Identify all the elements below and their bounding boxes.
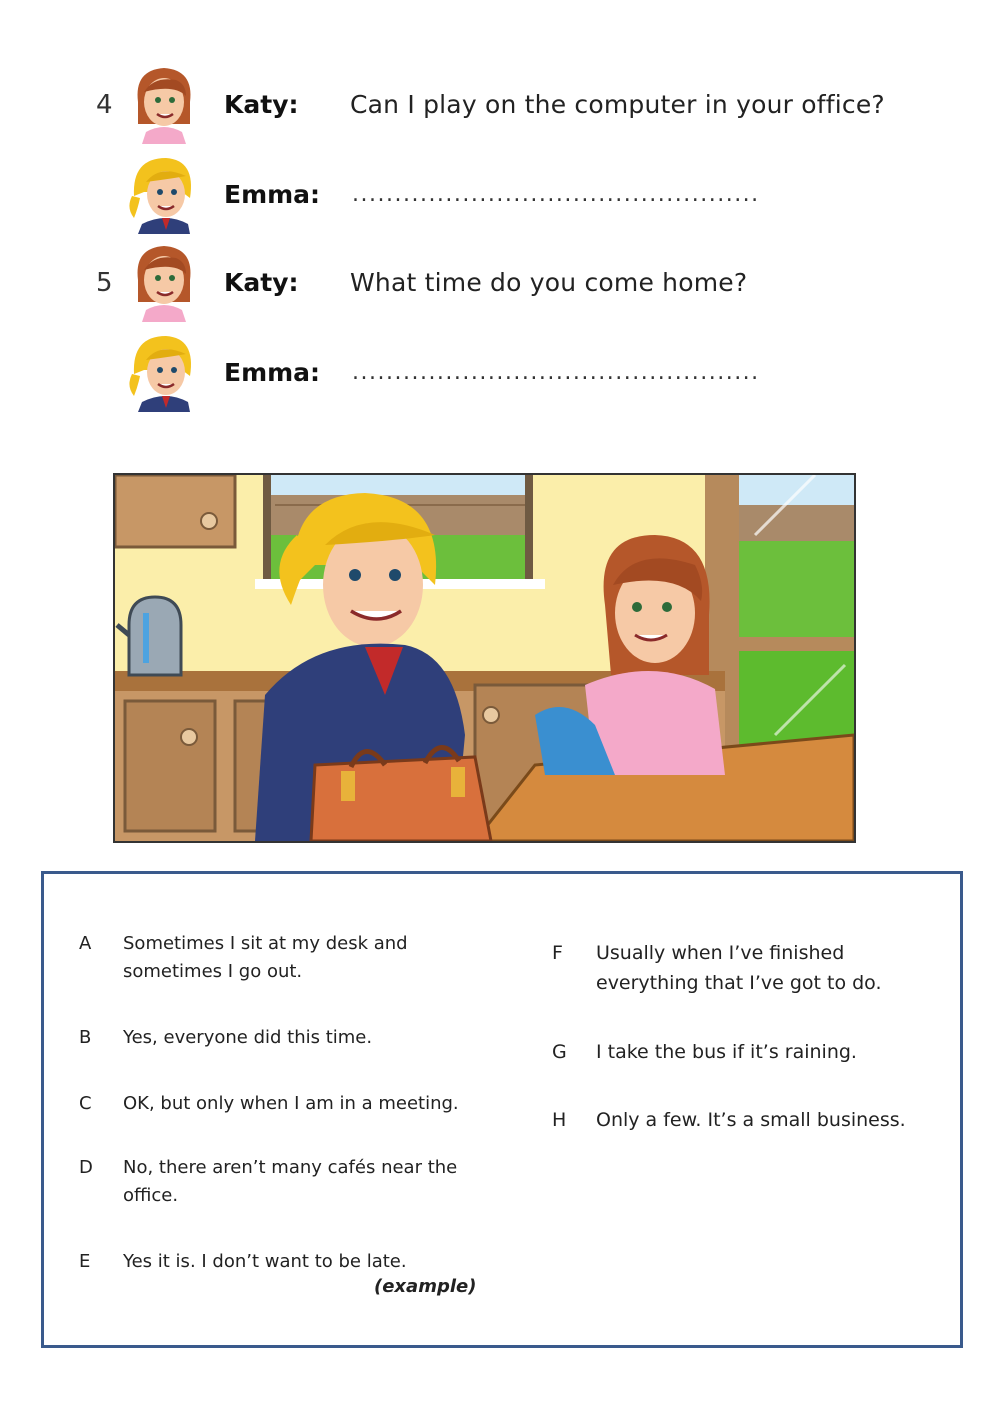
option-text: Sometimes I sit at my desk and sometimes I go out. [123, 933, 408, 982]
dialogue-5-emma [0, 330, 1000, 410]
option-text: Usually when I’ve finished everything that I’ve got to do. [596, 942, 882, 994]
option-h[interactable] [552, 1106, 952, 1136]
example-label: (example) [374, 1276, 477, 1297]
option-text: No, there aren’t many cafés near the office. [123, 1157, 458, 1206]
option-letter: C [79, 1093, 92, 1114]
option-d[interactable] [79, 1154, 479, 1214]
option-letter: A [79, 933, 92, 954]
answer-options-box [41, 871, 963, 1348]
answer-blank[interactable]: ................................................ [352, 182, 760, 207]
option-letter: G [552, 1041, 567, 1063]
option-letter: E [79, 1251, 91, 1272]
dialogue-4-emma [0, 152, 1000, 232]
speaker-katy: Katy: [224, 268, 299, 297]
option-letter: F [552, 942, 563, 964]
option-text: I take the bus if it’s raining. [596, 1041, 857, 1063]
answer-blank[interactable]: ................................................ [352, 360, 760, 385]
speaker-katy: Katy: [224, 90, 299, 119]
dialogue-4-katy [0, 62, 1000, 142]
option-letter: H [552, 1109, 567, 1131]
dialogue-5-katy [0, 240, 1000, 320]
option-g[interactable] [552, 1038, 952, 1068]
option-b[interactable] [79, 1024, 479, 1054]
option-text: Yes it is. I don’t want to be late. [123, 1251, 407, 1272]
katy-avatar-icon [124, 62, 204, 144]
option-text: OK, but only when I am in a meeting. [123, 1093, 459, 1114]
option-letter: B [79, 1027, 92, 1048]
option-e[interactable] [79, 1248, 479, 1278]
option-f[interactable] [552, 938, 952, 998]
option-letter: D [79, 1157, 93, 1178]
katy-question: Can I play on the computer in your office? [350, 90, 885, 119]
speaker-emma: Emma: [224, 358, 321, 387]
emma-avatar-icon [124, 330, 204, 412]
option-c[interactable] [79, 1090, 499, 1120]
katy-question: What time do you come home? [350, 268, 748, 297]
option-text: Only a few. It’s a small business. [596, 1109, 906, 1131]
option-a[interactable] [79, 930, 479, 990]
emma-avatar-icon [124, 152, 204, 234]
question-number: 5 [96, 268, 113, 298]
option-text: Yes, everyone did this time. [123, 1027, 373, 1048]
kitchen-scene-illustration [113, 473, 856, 843]
question-number: 4 [96, 90, 113, 120]
speaker-emma: Emma: [224, 180, 321, 209]
katy-avatar-icon [124, 240, 204, 322]
